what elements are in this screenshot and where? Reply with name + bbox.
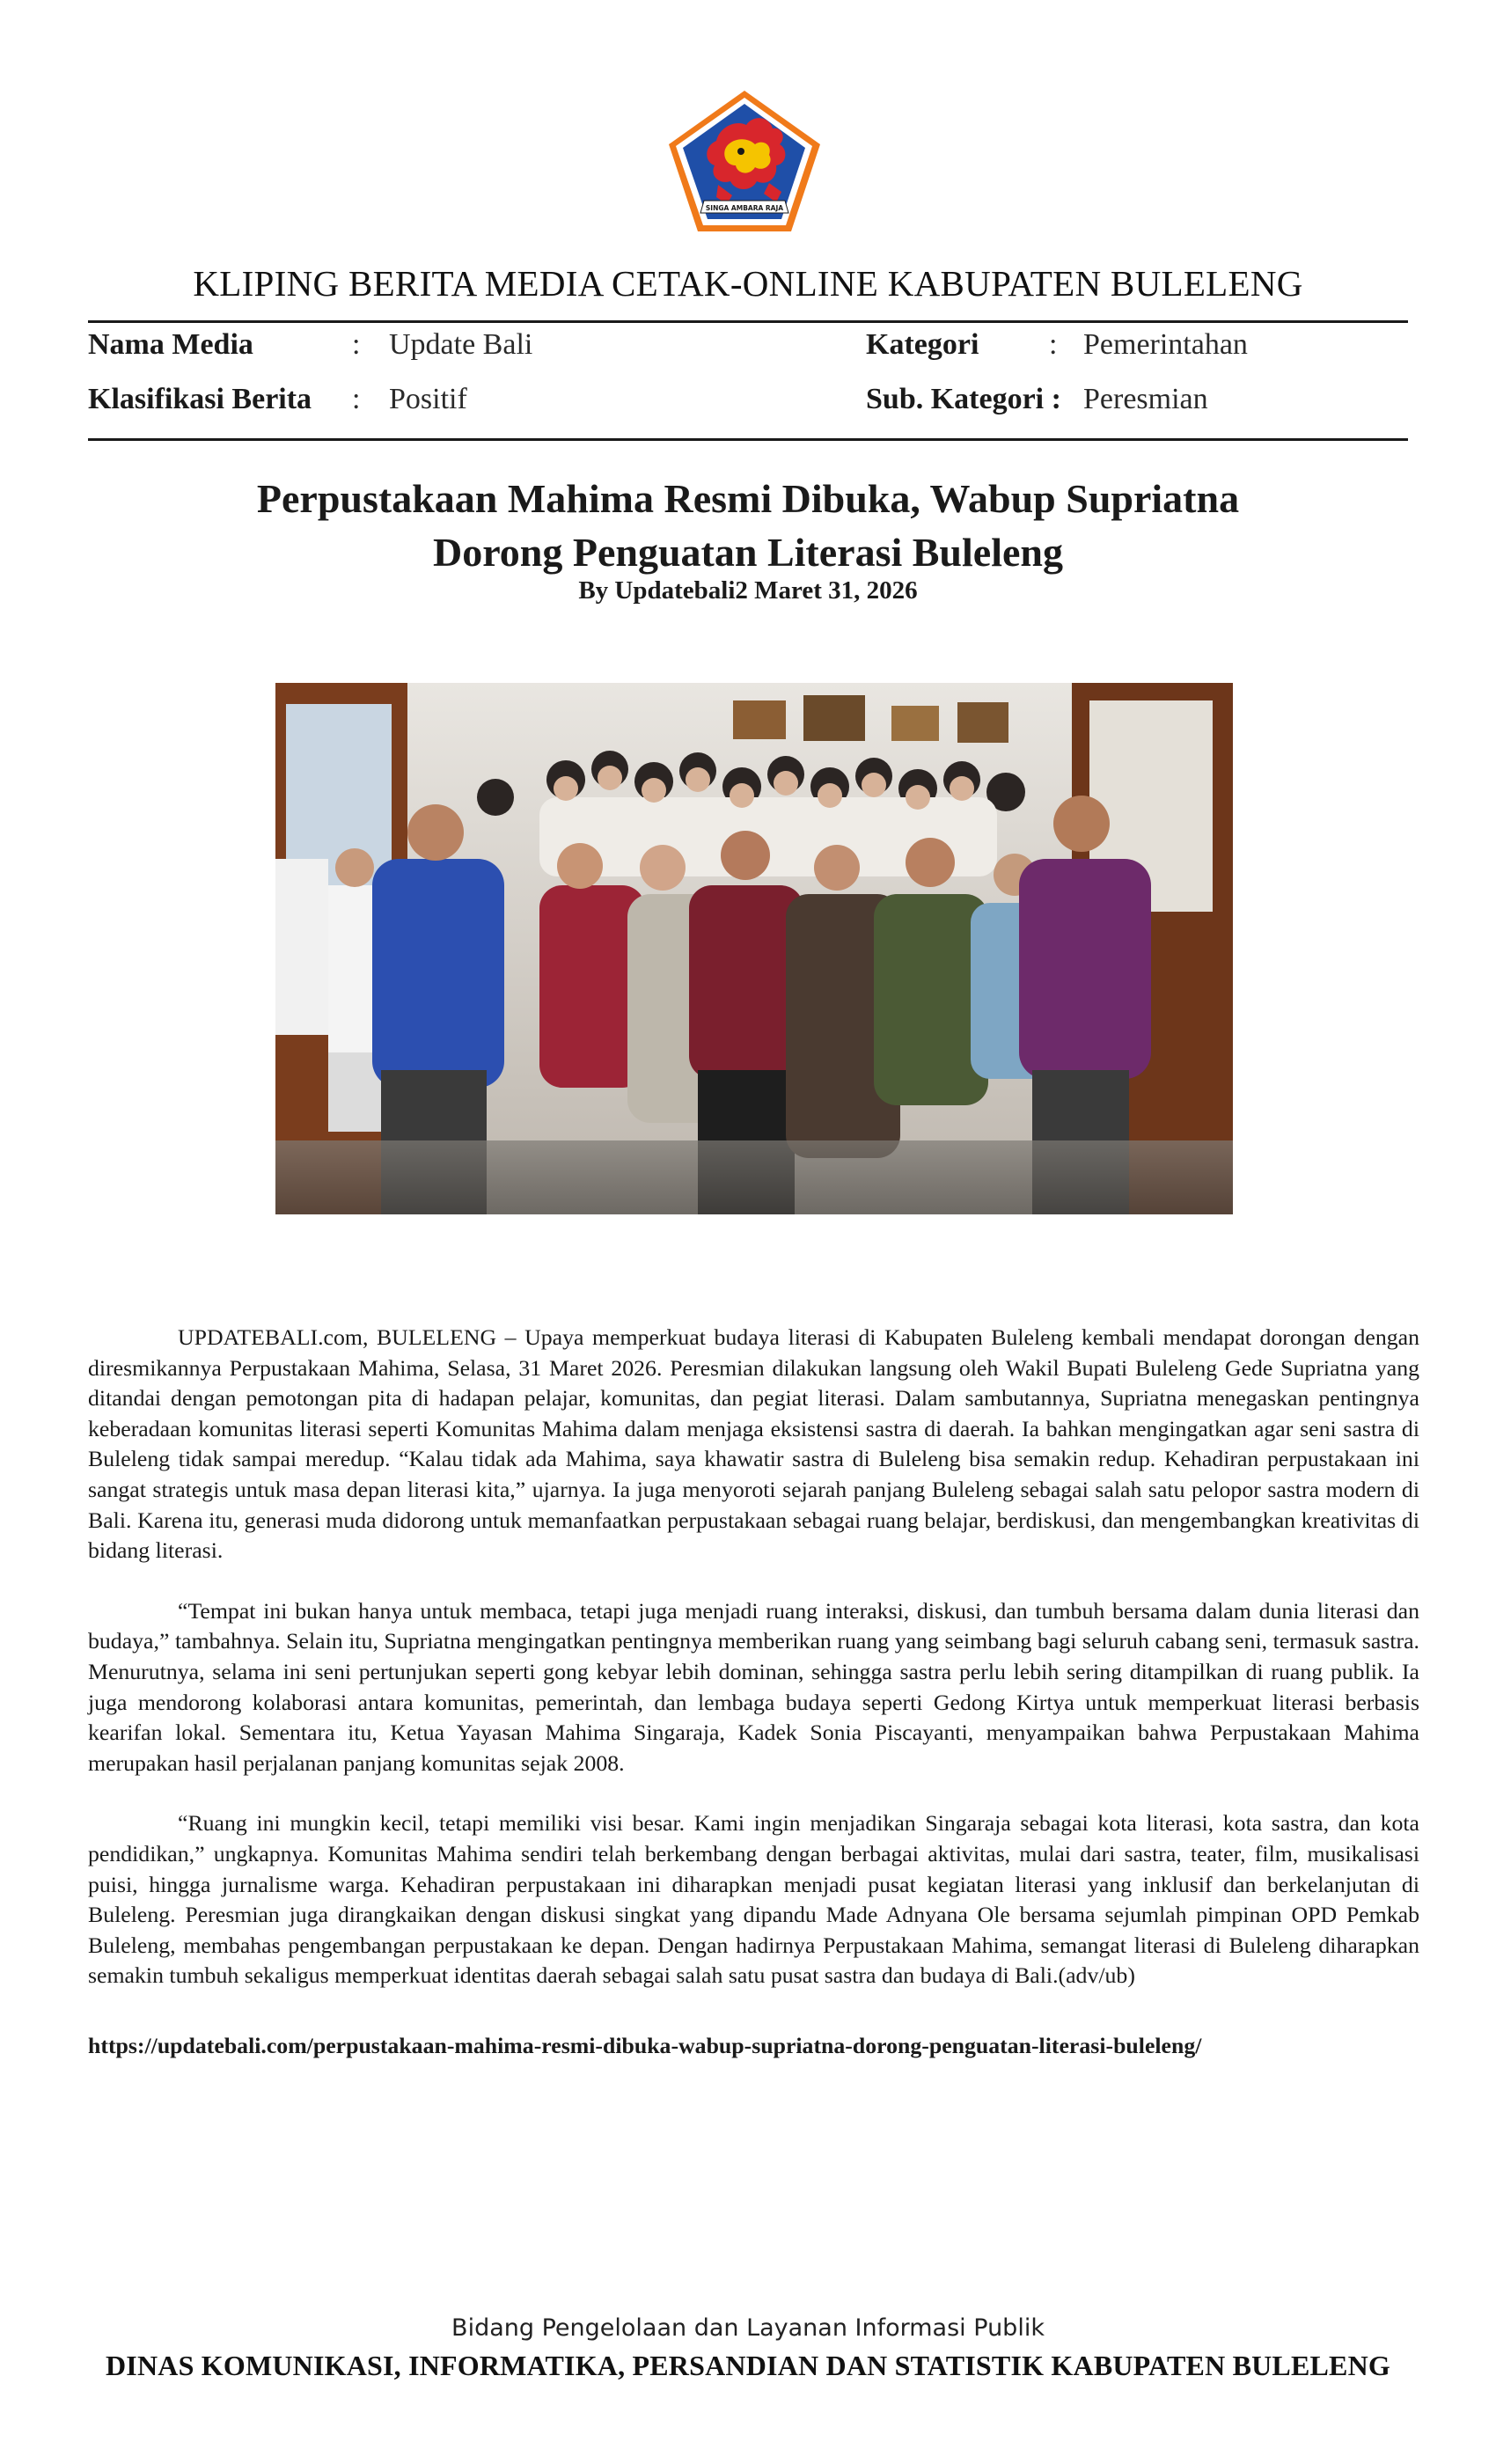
kategori-colon: :: [1049, 328, 1058, 361]
article-paragraph-3: “Ruang ini mungkin kecil, tetapi memiliki visi besar. Kami ingin menjadikan Singaraja sebagai kota literasi, kota sastra, dan kota pendidikan,” ungkapnya. Komunitas Mahima sendiri telah berkembang dengan berbagai aktivitas, mulai dari sastra, teater, film, musikalisasi puisi, hingga jurnalisme warga. Kehadiran perpustakaan ini diharapkan menjadi pusat kegiatan literasi yang inklusif dan berkelanjutan di Buleleng. Peresmian juga dirangkaikan dengan diskusi singkat yang dipandu Made Adnyana Ole bersama sejumlah pimpinan OPD Pemkab Buleleng, membahas pengembangan perpustakaan ke depan. Dengan hadirnya Perpustakaan Mahima, semangat literasi di Buleleng diharapkan semakin tumbuh sekaligus memperkuat identitas daerah sebagai salah satu pusat sastra dan budaya di Bali.(adv/ub): [88, 1810, 1419, 1989]
nama-media-label: Nama Media: [88, 328, 253, 361]
article-paragraph-1: UPDATEBALI.com, BULELENG – Upaya memperkuat budaya literasi di Kabupaten Buleleng kembali mendapat dorongan dengan diresmikannya Perpustakaan Mahima, Selasa, 31 Maret 2026. Peresmian dilakukan langsung oleh Wakil Bupati Buleleng Gede Supriatna yang ditandai dengan pemotongan pita di hadapan pelajar, komunitas, dan pegiat literasi. Dalam sambutannya, Supriatna menegaskan pentingnya keberadaan komunitas literasi seperti Komunitas Mahima dalam menjaga eksistensi sastra di daerah. Ia bahkan mengingatkan agar seni sastra di Buleleng tidak sampai meredup. “Kalau tidak ada Mahima, saya khawatir sastra di Buleleng bisa semakin redup. Kehadiran perpustakaan ini sangat strategis untuk masa depan literasi kita,” ujarnya. Ia juga menyoroti sejarah panjang Buleleng sebagai salah satu pelopor sastra modern di Bali. Karena itu, generasi muda didorong untuk memanfaatkan perpustakaan sebagai ruang belajar, berdiskusi, dan mengembangkan kreativitas di bidang literasi.: [88, 1324, 1419, 1564]
header-divider-bottom: [88, 438, 1408, 441]
meta-row-klasifikasi: [88, 383, 1408, 423]
klasifikasi-value: Positif: [389, 383, 467, 415]
article-photo: [275, 683, 1233, 1214]
klasifikasi-label: Klasifikasi Berita: [88, 383, 312, 415]
sub-kategori-label: Sub. Kategori :: [866, 383, 1061, 415]
meta-row-media: [88, 328, 1408, 369]
article-headline: [132, 472, 1364, 579]
nama-media-value: Update Bali: [389, 328, 533, 361]
sub-kategori-value: Peresmian: [1083, 383, 1208, 415]
klasifikasi-colon: :: [352, 383, 361, 415]
kategori-value: Pemerintahan: [1083, 328, 1248, 361]
nama-media-colon: :: [352, 328, 361, 361]
headline-line-1: Perpustakaan Mahima Resmi Dibuka, Wabup Supriatna: [256, 476, 1240, 521]
source-url-link[interactable]: https://updatebali.com/perpustakaan-mahima-resmi-dibuka-wabup-supriatna-dorong-penguatan-literasi-buleleng/: [88, 2033, 1202, 2058]
kliping-title: KLIPING BERITA MEDIA CETAK-ONLINE KABUPATEN BULELENG: [193, 263, 1303, 304]
article-body: [88, 1323, 1419, 2021]
crest-icon: [665, 88, 824, 236]
article-paragraph-2: “Tempat ini bukan hanya untuk membaca, tetapi juga menjadi ruang interaksi, diskusi, dan tumbuh bersama dalam dunia literasi dan budaya,” tambahnya. Selain itu, Supriatna mengingatkan pentingnya memberikan ruang yang seimbang bagi seluruh cabang seni, termasuk sastra. Menurutnya, selama ini seni pertunjukan seperti gong kebyar lebih dominan, sehingga sastra perlu lebih sering ditampilkan di ruang publik. Ia juga mendorong kolaborasi antara komunitas, pemerintah, dan lembaga budaya seperti Gedong Kirtya untuk memperkuat literasi berbasis kearifan lokal. Sementara itu, Ketua Yayasan Mahima Singaraja, Kadek Sonia Piscayanti, menyampaikan bahwa Perpustakaan Mahima merupakan hasil perjalanan panjang komunitas sejak 2008.: [88, 1597, 1419, 1776]
footer-bidang: Bidang Pengelolaan dan Layanan Informasi Publik: [451, 2314, 1045, 2342]
logo-ribbon-text: SINGA AMBARA RAJA: [705, 204, 784, 212]
header-divider-top: [88, 320, 1408, 323]
group-photo-image: [275, 683, 1233, 1214]
kategori-label: Kategori: [866, 328, 979, 361]
headline-line-2: Dorong Penguatan Literasi Buleleng: [432, 530, 1063, 575]
buleleng-crest-logo: [665, 88, 824, 236]
article-byline: By Updatebali2 Maret 31, 2026: [578, 576, 918, 605]
footer-dinas: DINAS KOMUNIKASI, INFORMATIKA, PERSANDIAN DAN STATISTIK KABUPATEN BULELENG: [105, 2350, 1391, 2381]
